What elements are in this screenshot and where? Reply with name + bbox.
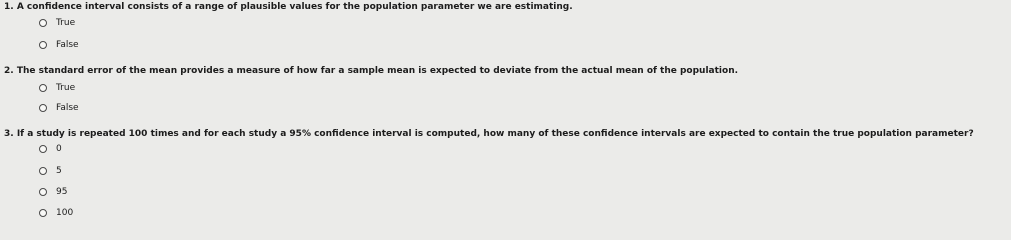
radio-button[interactable] xyxy=(39,188,47,196)
option-label: 95 xyxy=(56,186,68,197)
question-1-option-true[interactable] xyxy=(39,17,75,29)
question-2-text: 2. The standard error of the mean provides a measure of how far a sample mean is expected to deviate from the actual mean of the population. xyxy=(4,66,739,76)
radio-button[interactable] xyxy=(39,19,47,27)
radio-button[interactable] xyxy=(39,41,47,49)
option-label: True xyxy=(56,17,76,28)
question-3-option-0[interactable] xyxy=(39,143,62,155)
radio-button[interactable] xyxy=(39,84,47,92)
option-label: True xyxy=(56,82,76,93)
radio-button[interactable] xyxy=(39,167,47,175)
question-1-text: 1. A confidence interval consists of a range of plausible values for the population parameter we are estimating. xyxy=(4,2,573,12)
radio-button[interactable] xyxy=(39,145,47,153)
radio-button[interactable] xyxy=(39,209,47,217)
question-3-option-5[interactable] xyxy=(39,165,62,177)
option-label: False xyxy=(56,39,79,50)
question-3-option-95[interactable] xyxy=(39,186,67,198)
question-2-option-true[interactable] xyxy=(39,82,75,94)
option-label: 5 xyxy=(56,165,62,176)
option-label: 0 xyxy=(56,143,62,154)
question-2-option-false[interactable] xyxy=(39,102,79,114)
question-3-option-100[interactable] xyxy=(39,207,73,219)
option-label: 100 xyxy=(56,207,74,218)
question-1-option-false[interactable] xyxy=(39,39,79,51)
question-3-text: 3. If a study is repeated 100 times and for each study a 95% confidence interval is computed, how many of these confidence intervals are expected to contain the true population parameter? xyxy=(4,129,974,139)
option-label: False xyxy=(56,102,79,113)
radio-button[interactable] xyxy=(39,104,47,112)
